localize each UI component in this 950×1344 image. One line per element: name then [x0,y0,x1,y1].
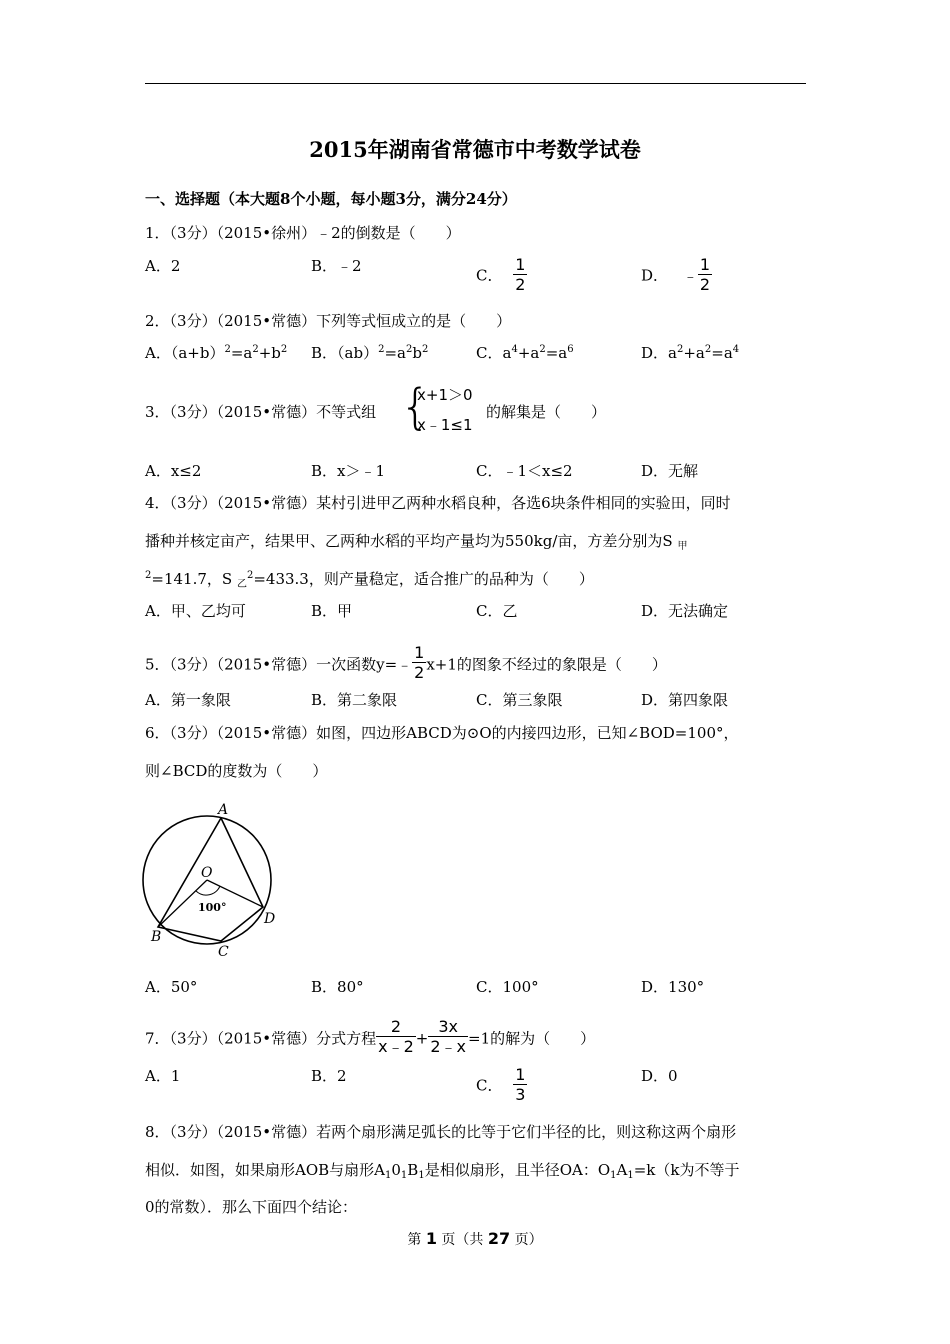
q1-stem: 1．（3分）（2015•徐州）﹣2的倒数是（ ） [145,224,461,242]
q3-option-c: C．﹣1＜x≤2 [476,462,573,480]
q5-stem: 5．（3分）（2015•常德）一次函数y=﹣ $\frac{1}{2}$ x+1的图象不经过的象限是（ ） [145,643,667,682]
fraction: $\frac{1}{3}$ [515,1065,526,1104]
fraction: $\frac{1}{2}$ [699,255,711,294]
label-c: C [218,944,229,960]
q7-option-b: B．2 [311,1067,347,1085]
page-number: 1 [425,1229,437,1248]
q3-inequality-1: x+1＞0 [417,386,473,404]
header-rule [145,83,806,84]
page-total: 27 [487,1229,511,1248]
q3-option-b: B．x＞﹣1 [311,462,386,480]
label-b: B [151,929,162,945]
q4-option-a: A．甲、乙均可 [145,602,246,620]
q3-inequality-2: x﹣1≤1 [417,416,473,434]
fraction: $\frac{1}{2}$ [414,643,425,682]
q2-option-a: A．$(a+b)^2=a^2+b^2$ [145,344,288,362]
q5-option-b: B．第二象限 [311,691,398,709]
q1-option-d: D． ﹣ $\frac{1}{2}$ [641,255,711,294]
page-footer: 第 1 页（共 27 页） [407,1229,543,1248]
label-angle: 100° [198,901,227,914]
q5-option-a: A．第一象限 [145,691,231,709]
q7-option-c: C． $\frac{1}{3}$ [476,1065,526,1104]
q3-stem-end: 的解集是（ ） [486,403,607,421]
q4-line-1: 4．（3分）（2015•常德）某村引进甲乙两种水稻良种，各选6块条件相同的实验田，同时 [145,494,731,512]
circle-figure [138,800,288,962]
q4-option-c: C．乙 [476,602,518,620]
q1-option-b: B．﹣2 [311,257,362,275]
q2-option-c: C．$a^4+a^2=a^6$ [476,344,574,362]
q6-line-2: 则∠BCD的度数为（ ） [145,762,328,780]
system-brace: { [400,379,431,435]
q7-option-d: D．0 [641,1067,678,1085]
q4-line-3: $^2$=141.7，S $_乙^2$=433.3，则产量稳定，适合推广的品种为（ ） [145,570,594,590]
label-a: A [218,802,229,818]
q8-line-1: 8．（3分）（2015•常德）若两个扇形满足弧长的比等于它们半径的比，则这称这两个扇形 [145,1123,737,1141]
q5-option-c: C．第三象限 [476,691,563,709]
q1-option-c: C． $\frac{1}{2}$ [476,255,526,294]
q6-option-a: A．50° [145,978,198,996]
q7-stem: 7．（3分）（2015•常德）分式方程 $\frac{2}{x﹣2}$ + $\frac{3x}{2﹣x}$ =1的解为（ ） [145,1017,596,1056]
fraction: $\frac{1}{2}$ [515,255,526,294]
q4-option-d: D．无法确定 [641,602,729,620]
q4-option-b: B．甲 [311,602,353,620]
q2-stem: 2．（3分）（2015•常德）下列等式恒成立的是（ ） [145,312,512,330]
q2-option-d: D．$a^2+a^2=a^4$ [641,344,740,362]
q6-option-b: B．80° [311,978,364,996]
section-heading: 一、选择题（本大题8个小题，每小题3分，满分24分） [145,190,517,208]
q4-line-2: 播种并核定亩产，结果甲、乙两种水稻的平均产量均为550kg/亩，方差分别为S $_甲$ [145,532,688,552]
q3-option-a: A．x≤2 [145,462,202,480]
page-title: 2015年湖南省常德市中考数学试卷 [309,137,641,162]
q5-option-d: D．第四象限 [641,691,729,709]
q3-stem-start: 3．（3分）（2015•常德）不等式组 [145,403,377,421]
fraction-2: $\frac{3x}{2﹣x}$ [430,1017,467,1056]
q3-option-d: D．无解 [641,462,699,480]
q8-line-3: 0的常数）．那么下面四个结论： [145,1198,358,1216]
label-o: O [201,865,213,881]
q6-option-d: D．130° [641,978,705,996]
q1-option-a: A．2 [145,257,181,275]
q6-option-c: C．100° [476,978,539,996]
label-d: D [264,911,276,927]
q8-line-2: 相似．如图，如果扇形AOB与扇形$A_10_1B_1$是相似扇形，且半径OA：$O_1A_1=k(k$为不等于 [145,1161,740,1181]
q7-option-a: A．1 [145,1067,181,1085]
q6-line-1: 6．（3分）（2015•常德）如图，四边形ABCD为⊙O的内接四边形，已知∠BOD=100°， [145,724,739,742]
fraction-1: $\frac{2}{x﹣2}$ [378,1017,414,1056]
q2-option-b: B．$(ab)^2=a^2b^2$ [311,344,429,362]
